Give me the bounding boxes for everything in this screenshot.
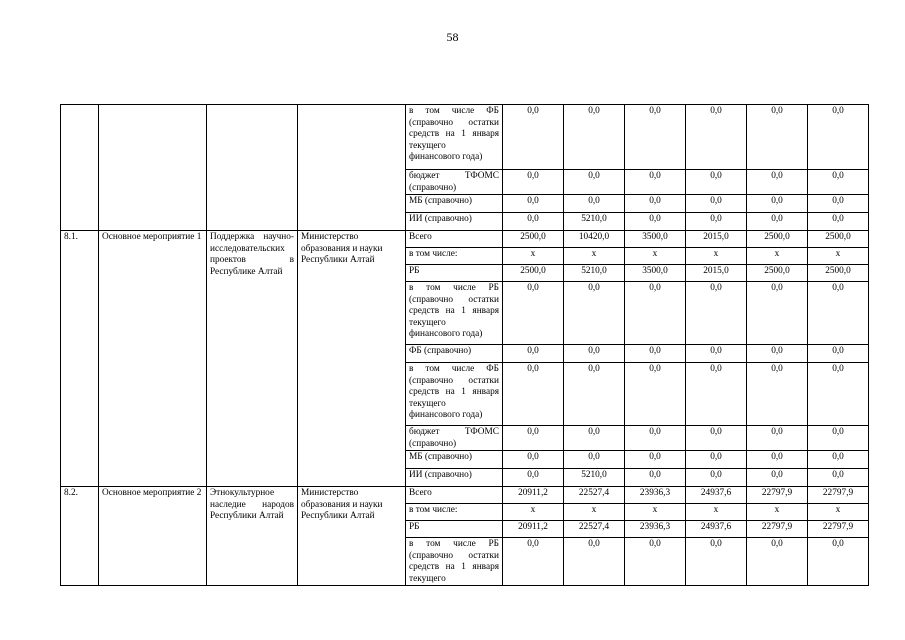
value-cell: 0,0 [625,469,686,487]
value-cell: 0,0 [625,538,686,586]
value-cell: 0,0 [686,105,747,170]
value-cell: 2015,0 [686,231,747,248]
value-cell: 0,0 [625,363,686,426]
value-cell: 2500,0 [808,231,869,248]
value-cell: 0,0 [808,105,869,170]
value-cell: х [747,248,808,265]
measure-name: Этнокультурное наследие народов Республики Алтай [207,487,298,586]
value-cell: 24937,6 [686,487,747,504]
value-cell: х [564,248,625,265]
value-cell: х [686,504,747,521]
table-row [61,231,869,248]
value-cell: 0,0 [686,170,747,195]
value-cell: 22797,9 [808,487,869,504]
value-cell: 0,0 [686,195,747,213]
value-cell: 0,0 [747,195,808,213]
value-cell: 0,0 [625,451,686,469]
value-cell: 0,0 [564,363,625,426]
value-cell: 0,0 [503,282,564,345]
value-cell: 0,0 [625,105,686,170]
value-cell: 0,0 [686,469,747,487]
value-cell: х [747,504,808,521]
value-cell: 0,0 [686,282,747,345]
value-cell: 0,0 [747,426,808,451]
value-cell: 0,0 [503,363,564,426]
value-cell: 2500,0 [747,265,808,282]
value-cell: 0,0 [625,170,686,195]
source-cell: в том числе РБ (справочно остатки средств на 1 января текущего финансового года) [406,282,503,345]
value-cell: 0,0 [564,105,625,170]
value-cell: 22797,9 [747,521,808,538]
measure-type: Основное мероприятие 2 [99,487,207,586]
value-cell: 0,0 [808,538,869,586]
source-cell: ИИ (справочно) [406,469,503,487]
value-cell: х [808,248,869,265]
value-cell: 0,0 [808,469,869,487]
value-cell: 23936,3 [625,487,686,504]
value-cell: 5210,0 [564,469,625,487]
source-cell: в том числе: [406,504,503,521]
value-cell: 23936,3 [625,521,686,538]
value-cell: 0,0 [747,538,808,586]
value-cell: 0,0 [686,538,747,586]
value-cell: х [808,504,869,521]
source-cell: РБ [406,265,503,282]
value-cell: 0,0 [564,345,625,363]
value-cell: 22527,4 [564,487,625,504]
value-cell: 0,0 [503,469,564,487]
value-cell: х [625,504,686,521]
value-cell: 0,0 [686,426,747,451]
executor-cell [298,105,406,231]
value-cell: 20911,2 [503,521,564,538]
value-cell: х [625,248,686,265]
value-cell: 0,0 [503,538,564,586]
value-cell: 0,0 [503,426,564,451]
value-cell: 0,0 [503,213,564,231]
source-cell: в том числе: [406,248,503,265]
source-cell: ФБ (справочно) [406,345,503,363]
value-cell: 0,0 [625,213,686,231]
value-cell: 2500,0 [747,231,808,248]
measure-executor: Министерство образования и науки Республики Алтай [298,231,406,487]
value-cell: х [686,248,747,265]
source-cell: Всего [406,487,503,504]
value-cell: 20911,2 [503,487,564,504]
source-cell: Всего [406,231,503,248]
value-cell: 10420,0 [564,231,625,248]
value-cell: 0,0 [686,213,747,231]
value-cell: 0,0 [503,195,564,213]
table-row [61,487,869,504]
value-cell: 0,0 [686,345,747,363]
value-cell: 0,0 [625,195,686,213]
number-cell [61,105,99,231]
value-cell: 0,0 [564,195,625,213]
source-cell: бюджет ТФОМС (справочно) [406,170,503,195]
value-cell: 3500,0 [625,231,686,248]
measure-number: 8.1. [61,231,99,487]
value-cell: 0,0 [564,282,625,345]
value-cell: 0,0 [747,469,808,487]
value-cell: 0,0 [747,105,808,170]
value-cell: 0,0 [747,170,808,195]
source-cell: РБ [406,521,503,538]
source-cell: МБ (справочно) [406,451,503,469]
value-cell: 0,0 [747,363,808,426]
source-cell: МБ (справочно) [406,195,503,213]
value-cell: 3500,0 [625,265,686,282]
value-cell: 0,0 [808,170,869,195]
value-cell: 24937,6 [686,521,747,538]
value-cell: 0,0 [625,282,686,345]
value-cell: 22797,9 [747,487,808,504]
budget-table [60,104,869,586]
value-cell: 5210,0 [564,265,625,282]
value-cell: 0,0 [808,451,869,469]
measure-executor: Министерство образования и науки Республики Алтай [298,487,406,586]
value-cell: 0,0 [564,170,625,195]
source-cell: бюджет ТФОМС (справочно) [406,426,503,451]
value-cell: 0,0 [564,426,625,451]
value-cell: 0,0 [625,345,686,363]
value-cell: 2500,0 [503,231,564,248]
measure-type: Основное мероприятие 1 [99,231,207,487]
value-cell: 0,0 [747,213,808,231]
value-cell: 0,0 [686,363,747,426]
name-cell [207,105,298,231]
value-cell: 0,0 [808,282,869,345]
value-cell: х [503,248,564,265]
source-cell: ИИ (справочно) [406,213,503,231]
value-cell: 0,0 [503,451,564,469]
value-cell: 2500,0 [808,265,869,282]
value-cell: 5210,0 [564,213,625,231]
value-cell: 0,0 [747,451,808,469]
value-cell: 0,0 [503,170,564,195]
value-cell: 2500,0 [503,265,564,282]
value-cell: 0,0 [808,426,869,451]
value-cell: 0,0 [808,213,869,231]
value-cell: 0,0 [808,363,869,426]
source-cell: в том числе РБ (справочно остатки средств на 1 января текущего [406,538,503,586]
value-cell: 22797,9 [808,521,869,538]
source-cell: в том числе ФБ (справочно остатки средств на 1 января текущего финансового года) [406,363,503,426]
value-cell: 0,0 [747,282,808,345]
value-cell: 0,0 [808,345,869,363]
value-cell: 2015,0 [686,265,747,282]
value-cell: 0,0 [747,345,808,363]
measure-number: 8.2. [61,487,99,586]
value-cell: 0,0 [503,105,564,170]
value-cell: 0,0 [625,426,686,451]
value-cell: 0,0 [686,451,747,469]
table-row [61,105,869,170]
value-cell: х [503,504,564,521]
measure-name: Поддержка научно-исследовательских проектов в Республике Алтай [207,231,298,487]
value-cell: 0,0 [564,538,625,586]
value-cell: 0,0 [564,451,625,469]
value-cell: 0,0 [503,345,564,363]
source-cell: в том числе ФБ (справочно остатки средств на 1 января текущего финансового года) [406,105,503,170]
value-cell: 22527,4 [564,521,625,538]
value-cell: 0,0 [808,195,869,213]
page-number: 58 [446,30,459,44]
value-cell: х [564,504,625,521]
table-body [61,105,869,586]
type-cell [99,105,207,231]
